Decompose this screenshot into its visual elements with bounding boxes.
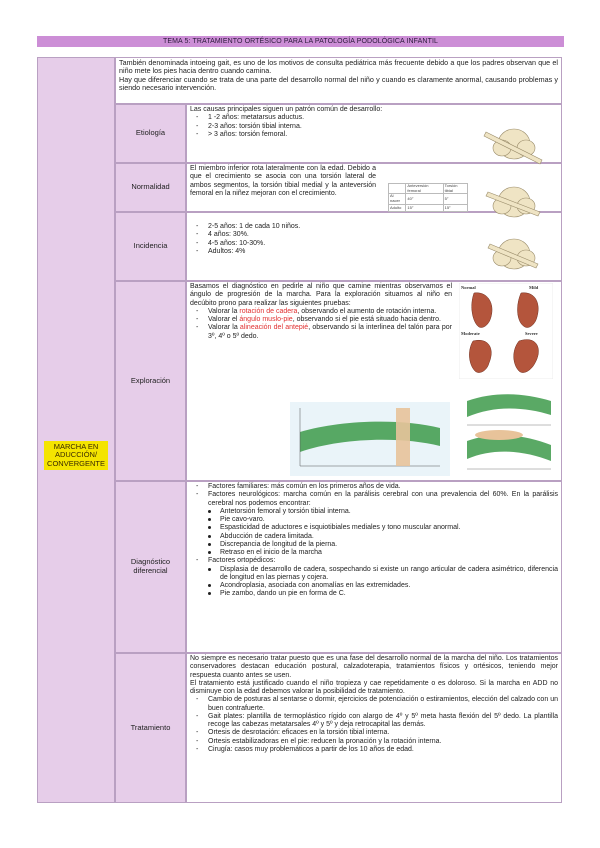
foot-label: Normal [461, 285, 476, 290]
normalidad-label: Normalidad [115, 163, 186, 212]
table-header: Anteversión femoral [406, 184, 443, 194]
intro-line-2: Hay que diferenciar cuando se trata de una parte del desarrollo normal del niño y cuando es claramente anormal, causando problemas y siendo necesario intervención. [119, 74, 558, 93]
foot-severity-illustration [459, 283, 553, 379]
tratamiento-label: Tratamiento [115, 653, 186, 803]
intro-line-1: También denominada intoeing gait, es uno de los motivos de consulta pediátrica más frecuente debido a que los padres observan que el niño mete los pies hacia dentro cuando camina. [119, 58, 558, 76]
list-item: - Valorar la alineación del antepié, observando si la interlinea del talón para por 3º, 4º o 5º dedo. [190, 324, 452, 341]
list-item: - Cirugía: casos muy problemáticos a partir de los 10 años de edad. [190, 746, 558, 754]
incidencia-label: Incidencia [115, 212, 186, 281]
table-header: Torsión tibial [443, 184, 467, 194]
diagnostico-body [186, 481, 562, 653]
list-item: Espasticidad de aductores e isquiotibiales mediales y tono muscular anormal. [190, 524, 558, 532]
growth-chart-left [290, 402, 450, 476]
list-item: - 4-5 años: 10-30%. [190, 240, 558, 248]
table-cell: 15° [443, 204, 467, 211]
list-item: - 1 -2 años: metatarsus aductus. [190, 114, 558, 122]
list-item: - Factores familiares: más común en los primeros años de vida. [190, 483, 558, 491]
growth-chart-right [455, 385, 555, 475]
list-item: - Factores neurológicos: marcha común en la parálisis cerebral con una prevalencia del 60%. En la parálisis cerebral nos podemos encontrar: [190, 491, 558, 508]
list-item: Abducción de cadera limitada. [190, 533, 558, 541]
tratamiento-body [186, 653, 562, 803]
exploracion-intro: Basamos el diagnóstico en pedirle al niño que camine mientras observamos el ángulo de progresión de la marcha. Para la exploración situamos al niño en decúbito prono para realizar las siguientes pruebas: [190, 283, 452, 307]
list-item: - 2-3 años: torsión tibial interna. [190, 123, 558, 131]
list-item: Pie cavo-varo. [190, 516, 558, 524]
normalidad-text: El miembro inferior rota lateralmente con la edad. Debido a que el crecimiento se asocia con una torsión lateral de ambos segmentos, la torsión tibial medial y la anteversión femoral en la niñez mejoran con el crecimiento. [190, 165, 376, 197]
table-cell: 40° [406, 194, 443, 204]
list-item: - Gait plates: plantilla de termoplástico rígido con alargo de 4º y 5º meta hasta flexión del 5º dedo. La plantilla recoge las cabezas metatarsales 4º y 5º y deja retrocapital las demás. [190, 713, 558, 730]
side-column [37, 57, 115, 803]
section-label: MARCHA EN ADUCCIÓN/ CONVERGENTE [44, 441, 108, 470]
table-cell: 15° [406, 204, 443, 211]
list-item: - Adultos: 4% [190, 248, 558, 256]
list-item: Displasia de desarrollo de cadera, sospechando si existe un rango articular de cadera asimétrico, diferencia de longitud en las piernas y cojera. [190, 566, 558, 583]
table-cell: Al nacer [389, 194, 406, 204]
list-item: - Ortesis de desrotación: eficaces en la torsión tibial interna. [190, 729, 558, 737]
list-item: - Valorar la rotación de cadera, observando el aumento de rotación interna. [190, 308, 452, 316]
foot-label: Mild [529, 285, 539, 290]
etiologia-label: Etiología [115, 104, 186, 163]
list-item: - Valorar el ángulo muslo-pie, observando si el pie está situado hacia dentro. [190, 316, 452, 324]
list-item: Retraso en el inicio de la marcha [190, 549, 558, 557]
diagnostico-label: Diagnóstico diferencial [115, 481, 186, 653]
list-item: Discrepancia de longitud de la pierna. [190, 541, 558, 549]
list-item: - Cambio de posturas al sentarse o dormir, ejercicios de potenciación o estiramientos, elección del calzado con un buen contrafuerte. [190, 696, 558, 713]
torsion-table [388, 183, 468, 212]
list-item: - 2-5 años: 1 de cada 10 niños. [190, 223, 558, 231]
list-item: - > 3 años: torsión femoral. [190, 131, 558, 139]
intro-cell [115, 57, 562, 104]
table-cell: Adulto [389, 204, 406, 211]
etiologia-intro: Las causas principales siguen un patrón común de desarrollo: [190, 106, 383, 113]
list-item: Antetorsión femoral y torsión tibial interna. [190, 508, 558, 516]
table-cell: 5° [443, 194, 467, 204]
list-item: - 4 años: 30%. [190, 231, 558, 239]
tratamiento-p1: No siempre es necesario tratar puesto que es una fase del desarrollo normal de la marcha del niño. Los tratamientos conservadores destacan educación postural, calzadoterapia, tratamientos físicos y ortésicos, teniendo mejor respuesta cuanto antes se usen. [190, 655, 558, 679]
page-title: TEMA 5: TRATAMIENTO ORTÉSICO PARA LA PATOLOGÍA PODOLÓGICA INFANTIL [37, 36, 564, 47]
list-item: Pie zambo, dando un pie en forma de C. [190, 590, 558, 598]
tratamiento-p2: El tratamiento está justificado cuando el niño tropieza y cae repetidamente o es doloroso. Si la marcha en ADD no disminuye con la edad debemos valorar la posibilidad de tratamiento. [190, 679, 558, 695]
foot-label: Moderate [461, 331, 480, 336]
hip-skeleton-illustration [476, 112, 554, 277]
list-item: Acondroplasia, asociada con anomalías en las extremidades. [190, 582, 558, 590]
foot-label: Severe [525, 331, 538, 336]
list-item: - Ortesis estabilizadoras en el pie: reducen la pronación y la rotación interna. [190, 738, 558, 746]
exploracion-label: Exploración [115, 281, 186, 481]
list-item: - Factores ortopédicos: [190, 557, 558, 565]
